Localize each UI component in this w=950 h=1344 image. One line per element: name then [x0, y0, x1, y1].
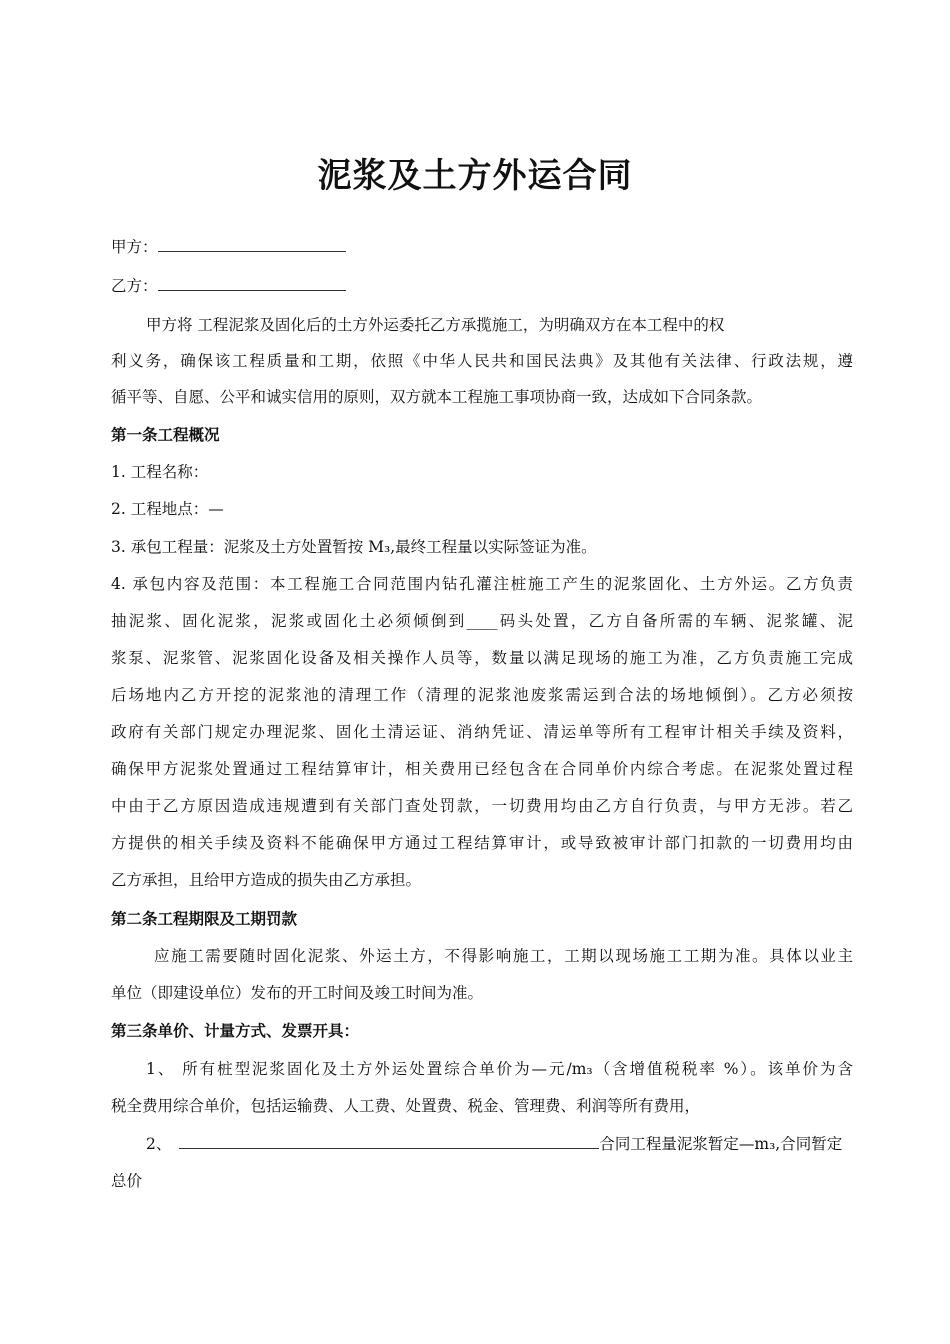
article3-item1-line: 1、 所有桩型泥浆固化及土方外运处置综合单价为—元/m₃（含增值税税率 %）。该单价为含	[146, 1060, 853, 1078]
article3-item2-blank	[179, 1134, 599, 1149]
article1-heading: 第一条工程概况	[111, 426, 220, 444]
intro-line-2: 利义务，确保该工程质量和工期，依照《中华人民共和国民法典》及其他有关法律、行政法规，遵	[111, 352, 853, 370]
article1-item3: 3. 承包工程量：泥浆及土方处置暂按 M₃,最终工程量以实际签证为准。	[111, 538, 597, 556]
page-title: 泥浆及土方外运合同	[317, 156, 633, 196]
article3-heading: 第三条单价、计量方式、发票开具：	[111, 1022, 360, 1040]
article1-item4-line: 方提供的相关手续及资料不能确保甲方通过工程结算审计，或导致被审计部门扣款的一切费用均由	[111, 834, 853, 852]
article2-heading: 第二条工程期限及工期罚款	[111, 910, 298, 928]
party-a-label: 甲方：	[111, 238, 158, 256]
party-b-blank	[158, 276, 346, 291]
article1-item4-line: 4. 承包内容及范围：本工程施工合同范围内钻孔灌注桩施工产生的泥浆固化、土方外运。乙方负责	[111, 575, 853, 593]
article2-line: 应施工需要随时固化泥浆、外运土方，不得影响施工，工期以现场施工工期为准。具体以业主	[154, 947, 853, 965]
intro-line-3: 循平等、自愿、公平和诚实信用的原则，双方就本工程施工事项协商一致，达成如下合同条款。	[111, 388, 763, 406]
article3-item2-suffix: 合同工程量泥浆暂定—m₃,合同暂定	[599, 1135, 843, 1153]
article1-item4-line: 中由于乙方原因造成违规遭到有关部门查处罚款，一切费用均由乙方自行负责，与甲方无涉。若乙	[111, 797, 853, 815]
party-a-line	[111, 237, 346, 257]
party-a-blank	[158, 237, 346, 252]
article2-line: 单位（即建设单位）发布的开工时间及竣工时间为准。	[111, 984, 484, 1002]
article1-item4-line: 确保甲方泥浆处置通过工程结算审计，相关费用已经包含在合同单价内综合考虑。在泥浆处置过程	[111, 760, 853, 778]
article1-item4-line: 政府有关部门规定办理泥浆、固化土清运证、消纳凭证、清运单等所有工程审计相关手续及资料，	[111, 723, 853, 741]
article3-item2-prefix: 2、	[146, 1135, 172, 1153]
article1-item4-line: 浆泵、泥浆管、泥浆固化设备及相关操作人员等，数量以满足现场的施工为准，乙方负责施工完成	[111, 649, 853, 667]
article3-item1-line: 税全费用综合单价，包括运输费、人工费、处置费、税金、管理费、利润等所有费用，	[111, 1097, 701, 1115]
article1-item4-line: 抽泥浆、固化泥浆，泥浆或固化土必须倾倒到____码头处置，乙方自备所需的车辆、泥浆罐、泥	[111, 612, 853, 630]
article1-item1: 1. 工程名称：	[111, 463, 209, 481]
article1-item4-line: 乙方承担，且给甲方造成的损失由乙方承担。	[111, 871, 422, 889]
article1-item2: 2. 工程地点：—	[111, 500, 224, 518]
party-b-line	[111, 276, 346, 296]
article1-item4-line: 后场地内乙方开挖的泥浆池的清理工作（清理的泥浆池废浆需运到合法的场地倾倒）。乙方必须按	[111, 686, 853, 704]
intro-line-1: 甲方将 工程泥浆及固化后的土方外运委托乙方承揽施工，为明确双方在本工程中的权	[146, 316, 725, 334]
article3-item2-cont: 总价	[111, 1172, 143, 1190]
article3-item2-line	[146, 1134, 842, 1154]
party-b-label: 乙方：	[111, 277, 158, 295]
